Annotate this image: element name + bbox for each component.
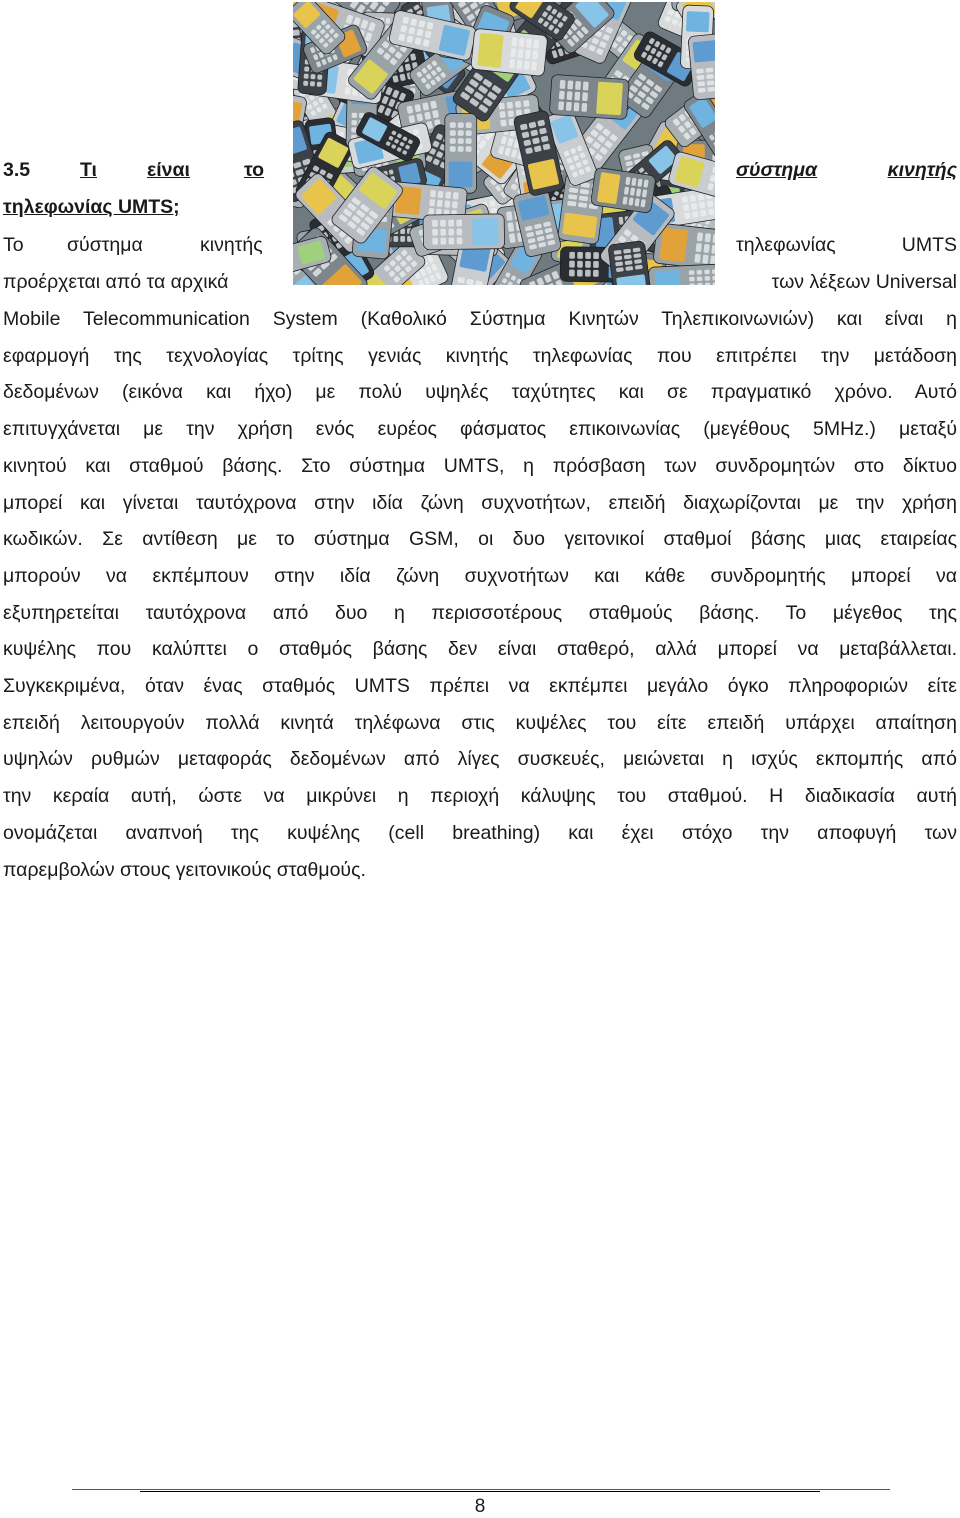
body-line: δεδομένων (εικόνα και ήχο) με πολύ υψηλές ταχύτητες και σε πραγματικό χρόνο. Αυτό [3, 380, 957, 404]
body-line: κινητού και σταθμού βάσης. Στο σύστημα UMTS, η πρόσβαση των συνδρομητών στο δίκτυο [3, 454, 957, 478]
body-line: μπορούν να εκπέμπουν στην ιδία ζώνη συχνοτήτων και κάθε συνδρομητής μπορεί να [3, 564, 957, 588]
section-title-word: το [244, 158, 264, 182]
intro-word: Το [3, 233, 24, 257]
section-title-line2: τηλεφωνίας UMTS; [3, 195, 180, 219]
body-line: μπορεί και γίνεται ταυτόχρονα στην ιδία ζώνη συχνοτήτων, επειδή διαχωρίζονται με την χρήση [3, 491, 957, 515]
body-line: υψηλών ρυθμών μεταφοράς δεδομένων από λίγες συσκευές, μειώνεται η ισχύς εκπομπής από [3, 747, 957, 771]
intro-word: τηλεφωνίας [736, 233, 836, 257]
section-title-word: κινητής [888, 158, 957, 182]
body-line: κυψέλης που καλύπτει ο σταθμός βάσης δεν είναι σταθερό, αλλά μπορεί να μεταβάλλεται. [3, 637, 957, 661]
body-line: Mobile Telecommunication System (Καθολικό Σύστημα Κινητών Τηλεπικοινωνιών) και είναι η [3, 307, 957, 331]
footer-rule [72, 1489, 890, 1490]
phones-pile-image [293, 2, 715, 285]
body-line: Συγκεκριμένα, όταν ένας σταθμός UMTS πρέπει να εκπέμπει μεγάλο όγκο πληροφοριών είτε [3, 674, 957, 698]
page-number: 8 [0, 1496, 960, 1518]
section-title-word: Τι [80, 158, 97, 182]
intro-line-2-left: προέρχεται από τα αρχικά [3, 270, 228, 294]
body-line: ονομάζεται αναπνοή της κυψέλης (cell breathing) και έχει στόχο την αποφυγή των [3, 821, 957, 845]
body-line: επειδή λειτουργούν πολλά κινητά τηλέφωνα στις κυψέλες του είτε επειδή υπάρχει απαίτηση [3, 711, 957, 735]
body-line: εφαρμογή της τεχνολογίας τρίτης γενιάς κινητής τηλεφωνίας που επιτρέπει την μετάδοση [3, 344, 957, 368]
body-line: κωδικών. Σε αντίθεση με το σύστημα GSM, οι δυο γειτονικοί σταθμοί βάσης μιας εταιρείας [3, 527, 957, 551]
body-line: επιτυγχάνεται με την χρήση ενός ευρέος φάσματος επικοινωνίας (μεγέθους 5MHz.) μεταξύ [3, 417, 957, 441]
intro-word: UMTS [902, 233, 957, 257]
section-number: 3.5 [3, 158, 30, 182]
intro-word: κινητής [200, 233, 263, 257]
body-line: εξυπηρετείται ταυτόχρονα από δυο η περισσοτέρους σταθμούς βάσης. Το μέγεθος της [3, 601, 957, 625]
mobile-phones-photo [293, 2, 715, 285]
intro-word: σύστημα [67, 233, 143, 257]
footer-rule-inner [140, 1491, 820, 1492]
body-line: παρεμβολών στους γειτονικούς σταθμούς. [3, 858, 957, 882]
intro-line-2-right: των λέξεων Universal [772, 270, 957, 294]
section-title-word: σύστημα [736, 158, 817, 182]
section-title-word: είναι [147, 158, 190, 182]
body-line: την κεραία αυτή, ώστε να μικρύνει η περιοχή κάλυψης του σταθμού. Η διαδικασία αυτή [3, 784, 957, 808]
